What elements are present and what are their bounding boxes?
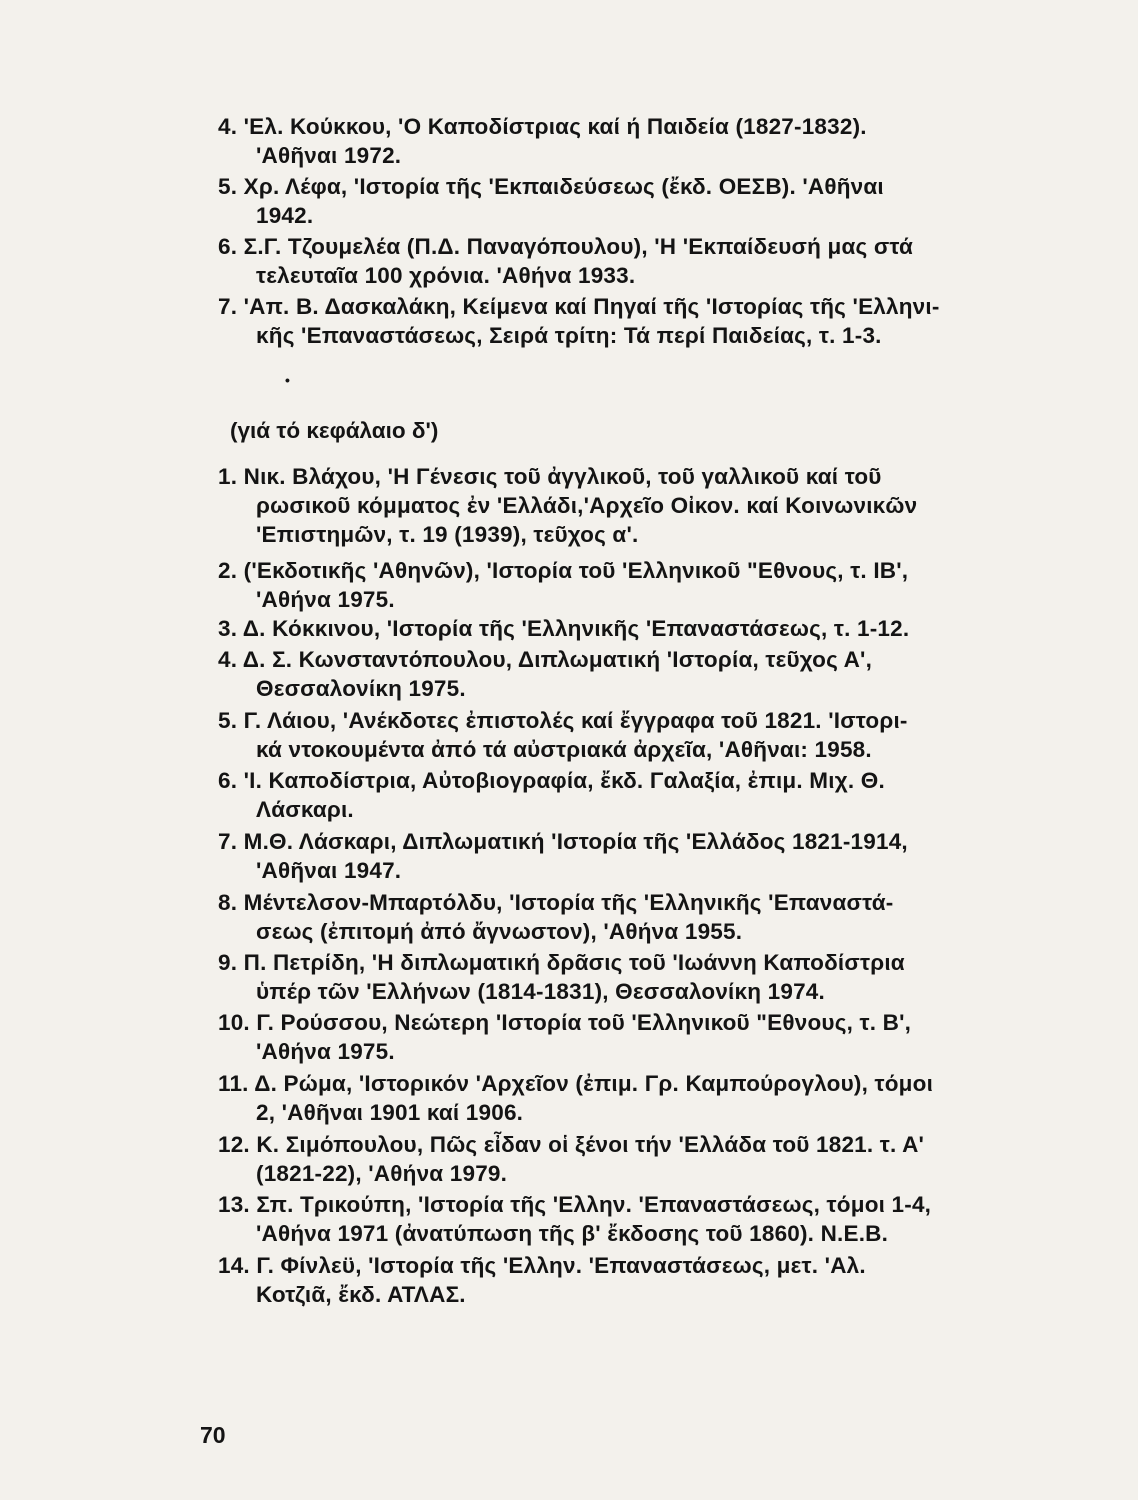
entry-number: 4. bbox=[218, 647, 238, 672]
entry-line: Δ. Κόκκινου, 'Ιστορία τῆς 'Ελληνικῆς 'Επαναστάσεως, τ. 1-12. bbox=[242, 616, 910, 641]
entry-number: 7. bbox=[218, 829, 238, 854]
bib-entry bbox=[218, 827, 1008, 885]
entry-line: 'Αθήνα 1971 (ἀνατύπωση τῆς β' ἔκδοσης τοῦ 1860). Ν.Ε.Β. bbox=[256, 1221, 889, 1246]
bib-entry bbox=[218, 948, 1008, 1006]
entry-line: ὑπέρ τῶν 'Ελλήνων (1814-1831), Θεσσαλονίκη 1974. bbox=[256, 979, 825, 1004]
entry-number: 5. bbox=[218, 174, 238, 199]
entry-line: (1821-22), 'Αθήνα 1979. bbox=[256, 1161, 508, 1186]
entry-line: 'Ι. Καποδίστρια, Αὐτοβιογραφία, ἔκδ. Γαλαξία, ἐπιμ. Μιχ. Θ. bbox=[243, 768, 885, 793]
entry-number: 14. bbox=[218, 1253, 250, 1278]
bib-entry bbox=[218, 1069, 1008, 1127]
entry-line: Νικ. Βλάχου, 'Η Γένεσις τοῦ ἀγγλικοῦ, τοῦ γαλλικοῦ καί τοῦ bbox=[243, 464, 882, 489]
entry-line: 'Αθήνα 1975. bbox=[256, 1039, 395, 1064]
entry-number: 4. bbox=[218, 114, 238, 139]
entry-line: Χρ. Λέφα, 'Ιστορία τῆς 'Εκπαιδεύσεως (ἔκδ. ΟΕΣΒ). 'Αθῆναι bbox=[243, 174, 884, 199]
entry-line: 1942. bbox=[256, 203, 314, 228]
entry-line: Π. Πετρίδη, 'Η διπλωματική δρᾶσις τοῦ 'Ιωάννη Καποδίστρια bbox=[243, 950, 905, 975]
entry-line: σεως (ἐπιτομή ἀπό ἄγνωστον), 'Αθήνα 1955. bbox=[256, 919, 743, 944]
bib-entry bbox=[218, 614, 1008, 643]
entry-line: Μ.Θ. Λάσκαρι, Διπλωματική 'Ιστορία τῆς 'Ελλάδος 1821-1914, bbox=[243, 829, 908, 854]
entry-line: 'Αθήνα 1975. bbox=[256, 587, 395, 612]
section-heading: (γιά τό κεφάλαιο δ') bbox=[230, 418, 439, 443]
bib-entry bbox=[218, 1008, 1008, 1066]
entry-line: τελευταῖα 100 χρόνια. 'Αθήνα 1933. bbox=[256, 263, 636, 288]
entry-line: ρωσικοῦ κόμματος ἐν 'Ελλάδι,'Αρχεῖο Οἰκον. καί Κοινωνικῶν bbox=[256, 493, 918, 518]
entry-line: Θεσσαλονίκη 1975. bbox=[256, 676, 466, 701]
bib-entry bbox=[218, 292, 1008, 350]
bib-entry bbox=[218, 1251, 1008, 1309]
entry-number: 5. bbox=[218, 708, 238, 733]
entry-line: Δ. Σ. Κωνσταντόπουλου, Διπλωματική 'Ιστορία, τεῦχος Α', bbox=[242, 647, 873, 672]
entry-line: 'Απ. Β. Δασκαλάκη, Κείμενα καί Πηγαί τῆς 'Ιστορίας τῆς 'Ελληνι- bbox=[243, 294, 940, 319]
entry-line: Κοτζιᾶ, ἔκδ. ΑΤΛΑΣ. bbox=[256, 1282, 466, 1307]
entry-line: Σ.Γ. Τζουμελέα (Π.Δ. Παναγόπουλου), 'Η 'Εκπαίδευσή μας στά bbox=[243, 234, 914, 259]
bib-entry bbox=[218, 1190, 1008, 1248]
entry-number: 12. bbox=[218, 1132, 250, 1157]
entry-line: Γ. Ρούσσου, Νεώτερη 'Ιστορία τοῦ 'Ελληνικοῦ "Εθνους, τ. Β', bbox=[256, 1010, 912, 1035]
bib-entry bbox=[218, 462, 1008, 549]
entry-number: 6. bbox=[218, 768, 238, 793]
bib-entry bbox=[218, 112, 1008, 170]
ink-mark: • bbox=[285, 372, 290, 388]
entry-line: κῆς 'Επαναστάσεως, Σειρά τρίτη: Τά περί Παιδείας, τ. 1-3. bbox=[256, 323, 882, 348]
entry-line: 'Αθῆναι 1972. bbox=[256, 143, 402, 168]
entry-line: ('Εκδοτικῆς 'Αθηνῶν), 'Ιστορία τοῦ 'Ελληνικοῦ "Εθνους, τ. ΙΒ', bbox=[243, 558, 909, 583]
page-number: 70 bbox=[200, 1422, 226, 1448]
entry-number: 8. bbox=[218, 890, 238, 915]
bib-entry bbox=[218, 232, 1008, 290]
entry-line: Σπ. Τρικούπη, 'Ιστορία τῆς 'Ελλην. 'Επαναστάσεως, τόμοι 1-4, bbox=[256, 1192, 932, 1217]
entry-line: Μέντελσον-Μπαρτόλδυ, 'Ιστορία τῆς 'Ελληνικῆς 'Επαναστά- bbox=[243, 890, 894, 915]
bib-entry bbox=[218, 1130, 1008, 1188]
entry-line: 'Αθῆναι 1947. bbox=[256, 858, 402, 883]
entry-line: Κ. Σιμόπουλου, Πῶς εἶδαν οἱ ξένοι τήν 'Ελλάδα τοῦ 1821. τ. Α' bbox=[256, 1132, 925, 1157]
entry-number: 6. bbox=[218, 234, 238, 259]
entry-line: Γ. Λάιου, 'Ανέκδοτες ἐπιστολές καί ἔγγραφα τοῦ 1821. 'Ιστορι- bbox=[243, 708, 908, 733]
entry-line: Δ. Ρώμα, 'Ιστορικόν 'Αρχεῖον (ἐπιμ. Γρ. Καμπούρογλου), τόμοι bbox=[254, 1071, 934, 1096]
bib-entry bbox=[218, 888, 1008, 946]
entry-number: 11. bbox=[218, 1071, 249, 1096]
bib-entry bbox=[218, 706, 1008, 764]
entry-line: 'Ελ. Κούκκου, 'Ο Καποδίστριας καί ή Παιδεία (1827-1832). bbox=[243, 114, 867, 139]
bib-entry bbox=[218, 766, 1008, 824]
entry-line: 'Επιστημῶν, τ. 19 (1939), τεῦχος α'. bbox=[256, 522, 639, 547]
entry-line: 2, 'Αθῆναι 1901 καί 1906. bbox=[256, 1100, 524, 1125]
entry-line: κά ντοκουμέντα ἀπό τά αὐστριακά ἀρχεῖα, 'Αθῆναι: 1958. bbox=[256, 737, 872, 762]
bib-entry bbox=[218, 645, 1008, 703]
entry-number: 9. bbox=[218, 950, 238, 975]
entry-line: Λάσκαρι. bbox=[256, 797, 354, 822]
entry-number: 13. bbox=[218, 1192, 250, 1217]
bib-entry bbox=[218, 556, 1008, 614]
entry-number: 10. bbox=[218, 1010, 250, 1035]
entry-number: 3. bbox=[218, 616, 238, 641]
entry-number: 7. bbox=[218, 294, 238, 319]
entry-line: Γ. Φίνλεϋ, 'Ιστορία τῆς 'Ελλην. 'Επαναστάσεως, μετ. 'Αλ. bbox=[256, 1253, 866, 1278]
entry-number: 1. bbox=[218, 464, 238, 489]
bib-entry bbox=[218, 172, 1008, 230]
entry-number: 2. bbox=[218, 558, 238, 583]
